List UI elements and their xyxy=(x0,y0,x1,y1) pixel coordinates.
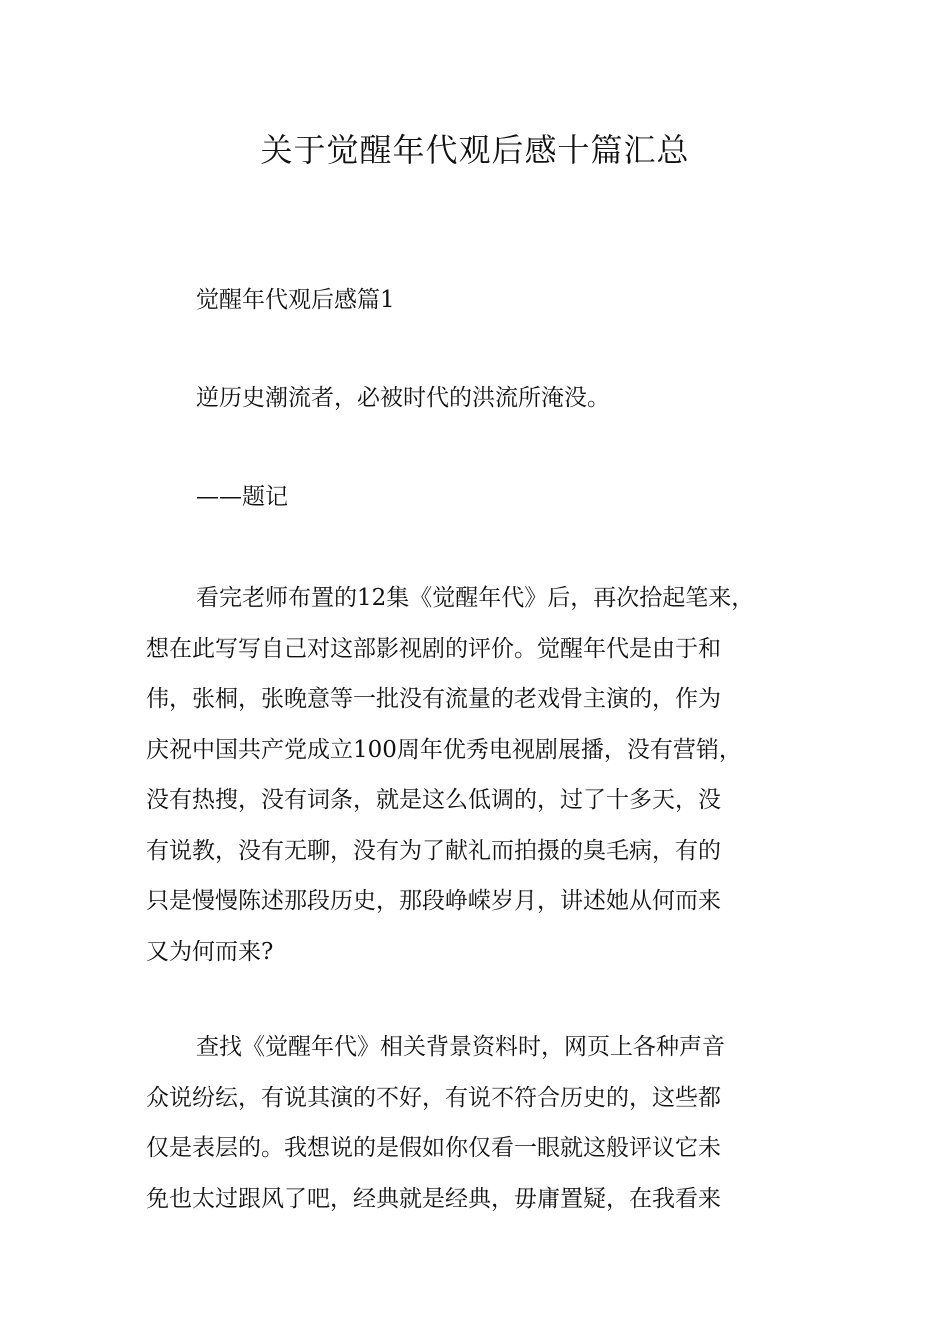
paragraph-1-line: 伟，张桐，张晚意等一批没有流量的老戏骨主演的，作为 xyxy=(146,686,721,712)
paragraph-2-line: 众说纷纭，有说其演的不好，有说不符合历史的，这些都 xyxy=(146,1084,721,1111)
paragraph-2-line: 免也太过跟风了吧，经典就是经典，毋庸置疑，在我看来 xyxy=(146,1185,721,1212)
epigraph: 逆历史潮流者，必被时代的洪流所淹没。 xyxy=(196,385,610,411)
document-title: 关于觉醒年代观后感十篇汇总 xyxy=(260,131,690,169)
paragraph-2-line: 仅是表层的。我想说的是假如你仅看一眼就这般评议它未 xyxy=(146,1135,721,1161)
paragraph-2 xyxy=(146,1022,836,1224)
paragraph-1-line: 庆祝中国共产党成立100周年优秀电视剧展播，没有营销， xyxy=(146,736,742,763)
paragraph-1-line: 没有热搜，没有词条，就是这么低调的，过了十多天，没 xyxy=(146,787,721,813)
paragraph-1-line: 又为何而来? xyxy=(146,938,274,965)
paragraph-1-line: 看完老师布置的12集《觉醒年代》后，再次拾起笔来， xyxy=(196,585,755,611)
paragraph-2-line: 查找《觉醒年代》相关背景资料时，网页上各种声音 xyxy=(196,1034,725,1060)
paragraph-1 xyxy=(146,573,836,977)
section-heading: 觉醒年代观后感篇1 xyxy=(196,287,395,313)
epigraph-attribution: ——题记 xyxy=(196,484,288,510)
paragraph-1-line: 想在此写写自己对这部影视剧的评价。觉醒年代是由于和 xyxy=(146,635,721,662)
paragraph-1-line: 有说教，没有无聊，没有为了献礼而拍摄的臭毛病，有的 xyxy=(146,837,721,864)
paragraph-1-line: 只是慢慢陈述那段历史，那段峥嵘岁月，讲述她从何而来 xyxy=(146,888,721,914)
